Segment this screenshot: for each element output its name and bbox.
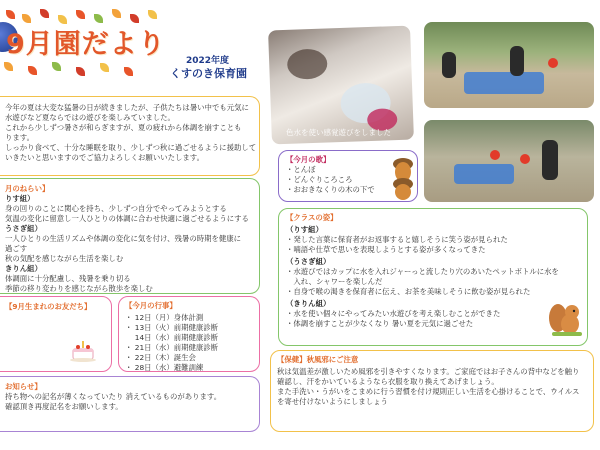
health-line: また手洗い・うがいをこまめに行う習慣を付け規則正しい生活を心掛けることで、ウイルス [277, 386, 580, 396]
cake-icon [69, 337, 97, 363]
newsletter-header [0, 0, 268, 92]
class-name: （りす組） [286, 224, 323, 234]
events-heading: 【今月の行事】 [125, 301, 177, 310]
notice-line: 持ち物への記名が薄くなっていたり 消えているものがあります。 [5, 391, 222, 401]
class-report-heading: 【クラスの姿】 [286, 213, 338, 222]
class-report-line: 入れ、シャワーを楽しんだ [286, 276, 383, 286]
class-report [278, 208, 588, 346]
event-item: ・ 28日（水）避難訓練 [125, 362, 204, 372]
song-item: ・おおきなくりの木の下で [286, 184, 375, 194]
intro-line: ります。 [5, 132, 34, 142]
class-report-line: ・水遊びではカップに水を入れジャーっと流したり穴のあいたペットボトルに水を [286, 266, 559, 276]
intro-line: いきたいと思いますのでご協力よろしくお願いいたします。 [5, 152, 204, 162]
intro-line: 水遊びなど夏ならではの遊びを楽しみていました。 [5, 112, 175, 122]
aims-heading: 月のねらい】 [5, 184, 50, 193]
health-line: 秋は気温差が激しいため風邪を引きやすくなります。ご家庭ではお子さんの背中などを触り [277, 366, 580, 376]
song-heading: 【今月の歌】 [286, 155, 331, 164]
aims-line: 季節の移り変わりを感じながら散歩を楽しむ [5, 283, 153, 293]
intro-line: しっかり食べて、十分な睡眠を取り、少しずつ秋に過ごせるように援助して [5, 142, 257, 152]
intro-line: これから少しずつ暑さが和らぎますが、夏の疲れから体調を崩すことも [5, 122, 242, 132]
aims-line: 体調面に十分配慮し、残暑を乗り切る [5, 273, 131, 283]
autumn-leaves-decoration-bottom [0, 58, 160, 76]
school-name: くすのき保育園 [170, 67, 247, 80]
class-report-line: ・水を使い個々にやってみたい水遊びを考え楽しむことができた [286, 308, 501, 318]
song-item: ・どんぐりころころ [286, 174, 353, 184]
notice-heading: お知らせ】 [5, 382, 42, 391]
monthly-events [118, 296, 260, 372]
event-item: ・ 22日（木）誕生会 [125, 352, 196, 362]
aims-line: 過ごす [5, 243, 28, 253]
aims-line: りす組） [5, 193, 35, 203]
aims-line: 身の回りのことに関心を持ち、少しずつ自分でやってみようとする [5, 203, 227, 213]
birthday-heading: 【9月生まれのお友だち】 [5, 302, 92, 311]
photo-caption: 色水を使い感覚遊びをしました [286, 128, 391, 137]
intro-line: 今年の夏は大変な猛暑の日が続きましたが、子供たちは暑い中でも元気に [5, 103, 249, 112]
class-report-line: ・喃語や仕草で思いを表現しようとする姿が多くなってきた [286, 244, 486, 254]
song-item: ・とんぼ [286, 164, 316, 174]
aims-line: きりん組） [5, 263, 42, 273]
school-year: 2022年度 [186, 56, 230, 66]
monthly-aims [0, 178, 260, 294]
health-line: 確認し、汗をかいているようなら衣服を取り換えてあげましょう。 [277, 376, 499, 386]
squirrel-icon [548, 298, 584, 338]
intro-message [0, 96, 260, 176]
class-report-line: ・自身で喉の渇きを保育者に伝え、お茶を美味しそうに飲む姿が見られた [286, 286, 531, 296]
event-item: ・ 12日（月）身体計測 [125, 312, 204, 322]
class-report-line: ・体調を崩すことが少なくなり 暑い夏を元気に過ごせた [286, 318, 474, 328]
page-title: 9月園だより [6, 29, 166, 60]
photo-outdoor-play-2 [424, 120, 594, 202]
class-report-line: ・発した言葉に保育者がお返事すると嬉しそうに笑う姿が見られた [286, 234, 508, 244]
class-name: （うさぎ組） [286, 256, 331, 266]
notice-line: 確認頂き再度記名をお願いします。 [5, 401, 123, 411]
health-heading: 【保健】秋風邪にご注意 [277, 355, 359, 364]
aims-line: うさぎ組） [5, 223, 42, 233]
acorn-icon [388, 152, 418, 200]
event-item: ・ 13日（火）前期健康診断 [125, 322, 219, 332]
notice-box [0, 376, 260, 432]
photo-outdoor-water-play [424, 22, 594, 108]
aims-line: 秋の気配を感じながら生活を楽しむ [5, 253, 124, 263]
event-item: 14日（水）前期健康診断 [125, 332, 219, 342]
aims-line: 一人ひとりの生活リズムや体調の変化に気を付け、残暑の時期を健康に [5, 233, 242, 243]
health-notice [270, 350, 594, 432]
aims-line: 気温の変化に留意し一人ひとりの体調に合わせ快適に過ごせるようにする [5, 213, 249, 223]
event-item: ・ 21日（水）前期健康診断 [125, 342, 219, 352]
birthday-friends [0, 296, 112, 372]
class-name: （きりん組） [286, 298, 331, 308]
health-line: を寄せ付けないようにしましょう [277, 396, 388, 406]
